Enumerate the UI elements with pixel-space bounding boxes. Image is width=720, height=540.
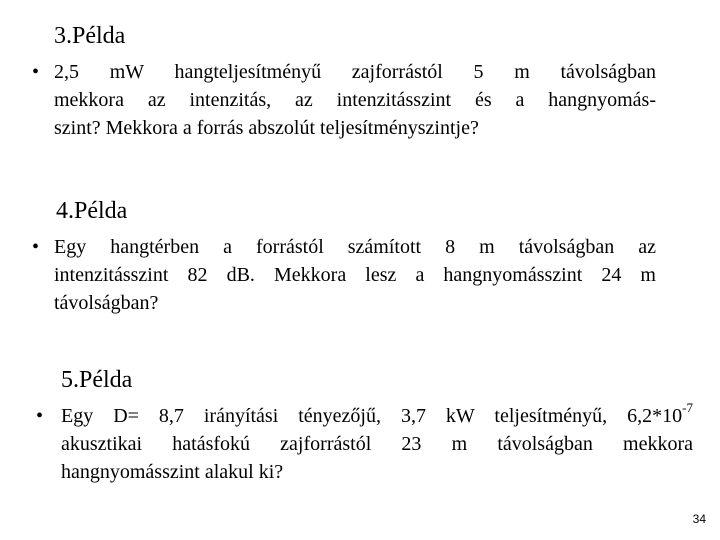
example-4-text (54, 233, 656, 317)
text-line: szint? Mekkora a forrás abszolút teljesítményszintje? (54, 117, 479, 139)
example-5-title: 5.Példa (61, 367, 133, 393)
bullet-icon: • (32, 61, 40, 83)
text-line: 2,5 mW hangteljesítményű zajforrástól 5 m távolságban (54, 61, 656, 83)
text-line: távolságban? (54, 292, 159, 314)
text-main: Egy D= 8,7 irányítási tényezőjű, 3,7 kW teljesítményű, 6,2*10 (61, 405, 683, 427)
text-line: hangnyomásszint alakul ki? (61, 461, 284, 483)
example-4-title: 4.Példa (56, 198, 128, 224)
example-3-text (54, 58, 656, 142)
exponent: -7 (682, 400, 693, 416)
text-line: Egy hangtérben a forrástól számított 8 m távolságban az (54, 236, 656, 258)
text-line: mekkora az intenzitás, az intenzitásszint és a hangnyomás- (54, 89, 656, 111)
bullet-icon: • (36, 405, 44, 427)
page-number: 34 (692, 512, 706, 526)
example-5-text (61, 402, 693, 486)
example-3-title: 3.Példa (54, 23, 126, 49)
bullet-icon: • (32, 236, 40, 258)
text-line: intenzitásszint 82 dB. Mekkora lesz a hangnyomásszint 24 m (54, 264, 656, 286)
text-line (61, 402, 693, 430)
text-line: akusztikai hatásfokú zajforrástól 23 m távolságban mekkora (61, 433, 693, 455)
